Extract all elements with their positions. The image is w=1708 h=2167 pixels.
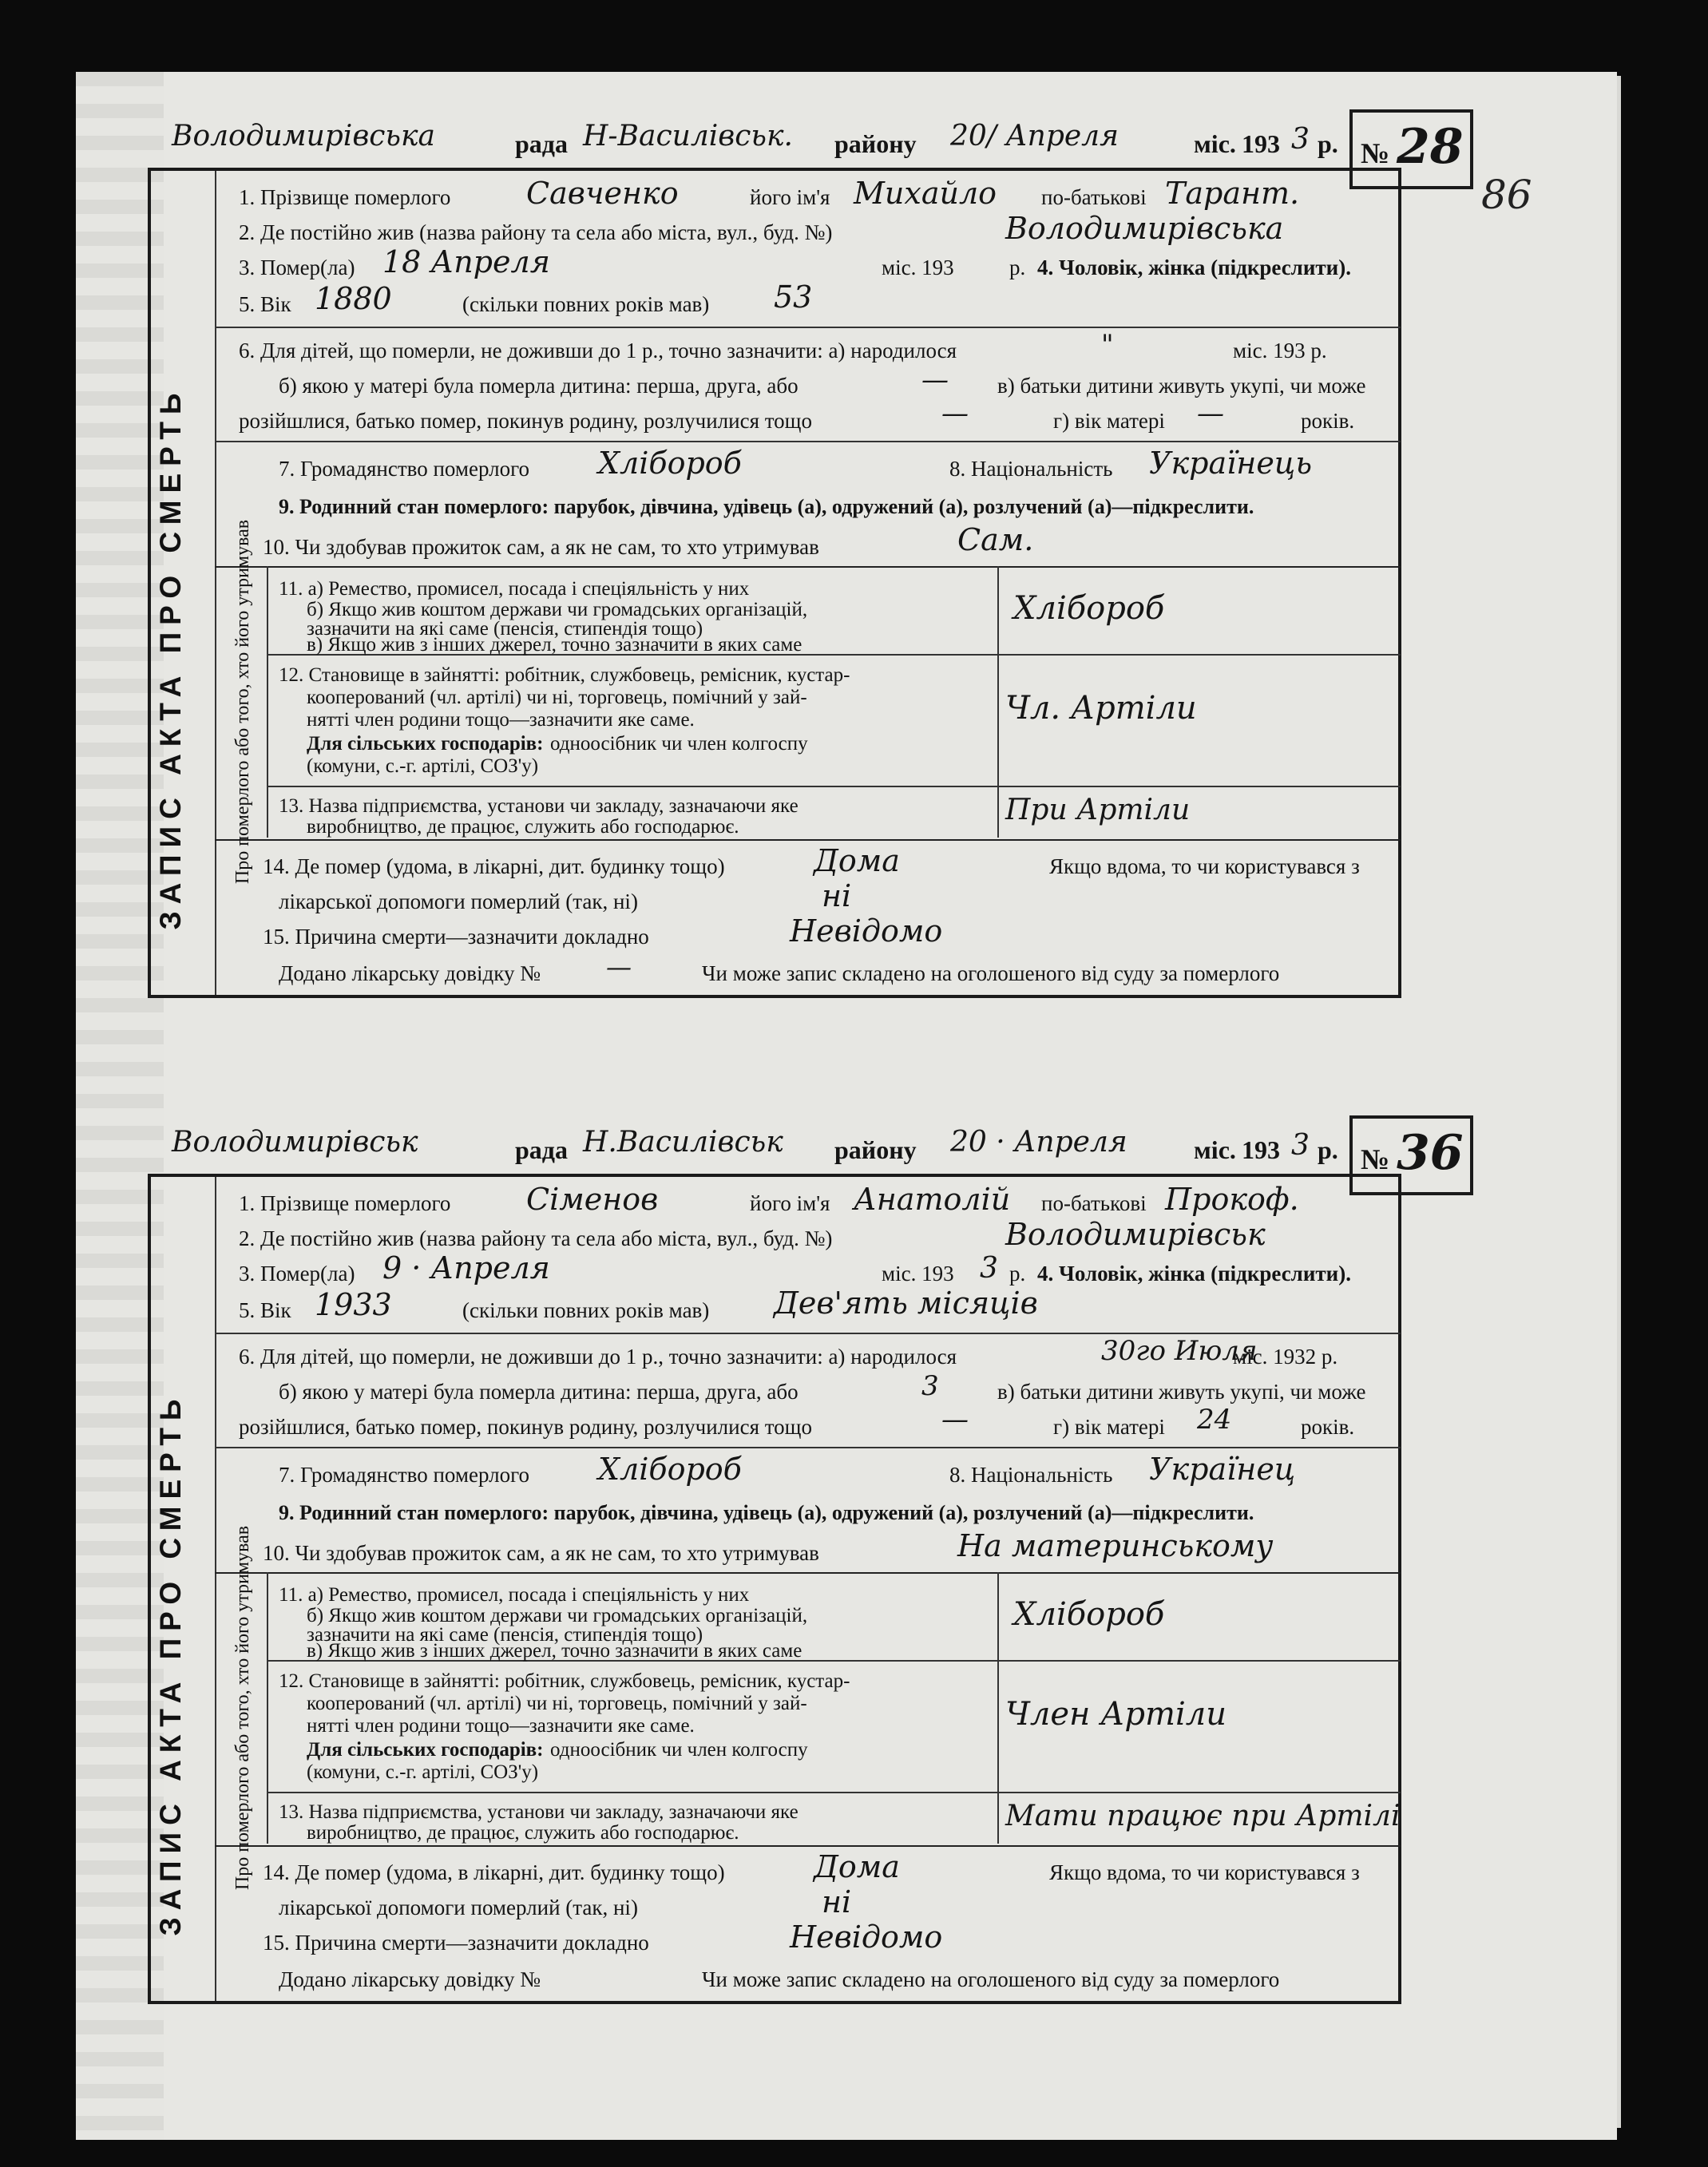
f2-label: 2. Де постійно жив (назва району та села або міста, вул., буд. №)	[239, 220, 833, 244]
f3-year: 3	[980, 1252, 998, 1285]
f13-a: 13. Назва підприємства, установи чи закладу, зазначаючи яке	[279, 795, 799, 817]
f6-line1-end: міс. 193 р.	[1233, 339, 1327, 362]
f12-c: нятті член родини тощо—зазначити яке саме.	[307, 1715, 695, 1737]
rada-label: рада	[515, 129, 568, 158]
f6-line3c: років.	[1301, 409, 1355, 433]
year-suffix: р.	[1318, 1135, 1338, 1164]
record-form	[148, 168, 1401, 998]
f10-support: Сам.	[957, 522, 1034, 557]
record-header	[164, 1126, 1353, 1174]
month-label: міс.	[1194, 129, 1236, 158]
f5-birth-year: 1933	[315, 1287, 392, 1322]
f5-age: 53	[774, 279, 813, 315]
f7-occupation: Хлібороб	[598, 446, 742, 481]
f9-label: 9. Родинний стан померлого: парубок, дівчина, удівець (а), одружений (а), розлучений (а)—підкреслити.	[279, 1501, 1254, 1524]
district-handwritten: Н.Василівськ	[583, 1126, 783, 1159]
f1-patronymic: Прокоф.	[1165, 1182, 1299, 1217]
f8-nationality: Українец	[1149, 1452, 1296, 1487]
inner-rule-right	[997, 1572, 999, 1844]
f1-name-label: його ім'я	[750, 1191, 830, 1215]
year-label: 193	[1242, 1135, 1280, 1164]
year-handwritten: 3	[1291, 1129, 1310, 1162]
divider	[215, 1333, 1401, 1334]
f12-b: кооперований (чл. артілі) чи ні, торговець, помічний у зай-	[307, 687, 807, 708]
f11-c: в) Якщо жив з інших джерел, точно зазначити в яких саме	[307, 1640, 802, 1662]
f11-b: б) Якщо жив коштом держави чи громадських організацій,	[307, 599, 808, 620]
f13-a: 13. Назва підприємства, установи чи закладу, зазначаючи яке	[279, 1801, 799, 1823]
f2-residence: Володимирівська	[1005, 211, 1284, 246]
inner-rule-right	[997, 566, 999, 838]
f3-month: міс. 193	[882, 1262, 954, 1286]
f12-b: кооперований (чл. артілі) чи ні, торговець, помічний у зай-	[307, 1693, 807, 1714]
f11-a: 11. а) Ремество, промисел, посада і спеціяльність у них	[279, 1584, 750, 1606]
f6-line2b: в) батьки дитини живуть укупі, чи може	[997, 374, 1366, 398]
death-record	[148, 100, 1464, 1002]
f1-patronymic-label: по-батькові	[1041, 185, 1147, 209]
f1-patronymic: Тарант.	[1165, 176, 1300, 211]
f15-label: 15. Причина смерти—зазначити докладно	[263, 925, 649, 949]
divider	[215, 327, 1401, 328]
f14-label: 14. Де помер (удома, в лікарні, дит. будинку тощо)	[263, 1860, 725, 1884]
f14b-medical-help: ні	[822, 1884, 852, 1919]
f13-b: виробництво, де працює, служить або господарює.	[307, 816, 739, 838]
f3-year-suffix: р.	[1009, 256, 1026, 279]
f7-label: 7. Громадянство померлого	[279, 457, 530, 481]
f6-line3c: років.	[1301, 1415, 1355, 1439]
f15-cause: Невідомо	[790, 913, 943, 949]
f5-label: 5. Вік	[239, 1298, 291, 1322]
date-handwritten: 20/ Апреля	[950, 120, 1119, 153]
record-number: 28	[1397, 119, 1464, 175]
inner-rule-left	[267, 566, 268, 838]
f12-d: Для сільських господарів:	[307, 733, 544, 755]
f6-line1: 6. Для дітей, що померли, не доживши до 1 р., точно зазначити: а) народилося	[239, 1345, 957, 1369]
f5-hint: (скільки повних років мав)	[462, 1298, 710, 1322]
form-side-title: ЗАПИС АКТА ПРО СМЕРТЬ	[154, 386, 187, 930]
f6-line3a: розійшлися, батько помер, покинув родину, розлучилися тощо	[239, 409, 812, 433]
f1-surname: Савченко	[526, 176, 679, 211]
f13-workplace: При Артіли	[1005, 794, 1191, 826]
f14b-label: лікарської допомоги померлий (так, ні)	[279, 889, 638, 913]
f6-born: "	[1101, 329, 1114, 361]
f6-line2b: в) батьки дитини живуть укупі, чи може	[997, 1380, 1366, 1404]
district-handwritten: Н-Василівськ.	[583, 120, 793, 153]
f13-b: виробництво, де працює, служить або господарює.	[307, 1822, 739, 1844]
f3-month: міс. 193	[882, 256, 954, 279]
f5-hint: (скільки повних років мав)	[462, 292, 710, 316]
f7-label: 7. Громадянство померлого	[279, 1463, 530, 1487]
divider	[267, 786, 1401, 787]
f12-status: Член Артіли	[1005, 1696, 1227, 1733]
record-number: 36	[1397, 1125, 1464, 1181]
date-handwritten: 20 · Апреля	[950, 1126, 1127, 1159]
f6-line3a: розійшлися, батько помер, покинув родину, розлучилися тощо	[239, 1415, 812, 1439]
f14-place: Дома	[814, 1849, 900, 1884]
f5-birth-year: 1880	[315, 281, 392, 316]
f16-label: Додано лікарську довідку №	[279, 961, 541, 985]
f12-a: 12. Становище в зайнятті: робітник, службовець, ремісник, кустар-	[279, 664, 850, 686]
f14-tail: Якщо вдома, то чи користувався з	[1049, 854, 1360, 878]
f4-label: 4. Чоловік, жінка (підкреслити).	[1037, 1262, 1351, 1286]
f14-place: Дома	[814, 843, 900, 878]
f6-line1-end: міс. 1932 р.	[1233, 1345, 1338, 1369]
year-suffix: р.	[1318, 129, 1338, 158]
divider	[267, 1792, 1401, 1793]
f6-parents: —	[941, 1404, 969, 1436]
f10-support: На материнському	[957, 1528, 1274, 1563]
f6-mother-age: —	[1197, 398, 1224, 430]
f7-occupation: Хлібороб	[598, 1452, 742, 1487]
f12-a: 12. Становище в зайнятті: робітник, службовець, ремісник, кустар-	[279, 1670, 850, 1692]
f12-d2: одноосібник чи член колгоспу	[550, 733, 808, 755]
number-prefix: №	[1361, 137, 1390, 169]
f14b-medical-help: ні	[822, 878, 852, 913]
f12-e: (комуни, с.-г. артілі, СОЗ'у)	[307, 1761, 539, 1783]
divider	[215, 441, 1401, 442]
f1-name: Михайло	[854, 176, 997, 211]
f6-line2a: б) якою у матері була померла дитина: перша, друга, або	[279, 1380, 799, 1404]
f5-label: 5. Вік	[239, 292, 291, 316]
f15-label: 15. Причина смерти—зазначити докладно	[263, 1931, 649, 1955]
f10-label: 10. Чи здобував прожиток сам, а як не сам, то хто утримував	[263, 535, 819, 559]
f1-label: 1. Прізвище померлого	[239, 185, 451, 209]
f11-c: в) Якщо жив з інших джерел, точно зазначити в яких саме	[307, 634, 802, 656]
f3-label: 3. Помер(ла)	[239, 1262, 355, 1286]
f14b-label: лікарської допомоги померлий (так, ні)	[279, 1896, 638, 1919]
f11-occupation: Хлібороб	[1013, 590, 1165, 627]
f16-tail: Чи може запис складено на оголошеного від суду за померлого	[702, 1967, 1280, 1991]
f10-label: 10. Чи здобував прожиток сам, а як не сам, то хто утримував	[263, 1541, 819, 1565]
f2-label: 2. Де постійно жив (назва району та села або міста, вул., буд. №)	[239, 1226, 833, 1250]
record-form	[148, 1174, 1401, 2004]
f5-age: Дев'ять місяців	[774, 1286, 1038, 1321]
f13-workplace: Мати працює при Артілі	[1005, 1800, 1401, 1832]
district-label: району	[834, 129, 917, 158]
number-prefix: №	[1361, 1143, 1390, 1175]
f6-parents: —	[941, 398, 969, 430]
f14-label: 14. Де помер (удома, в лікарні, дит. будинку тощо)	[263, 854, 725, 878]
f12-status: Чл. Артіли	[1005, 690, 1197, 727]
f6-mother-age: 24	[1197, 1404, 1232, 1436]
f3-label: 3. Помер(ла)	[239, 256, 355, 279]
f6-born: 30го Июля	[1101, 1335, 1258, 1367]
f2-residence: Володимирівськ	[1005, 1217, 1266, 1252]
record-header	[164, 120, 1353, 168]
f4-label: 4. Чоловік, жінка (підкреслити).	[1037, 256, 1351, 279]
f16-tail: Чи може запис складено на оголошеного від суду за померлого	[702, 961, 1280, 985]
f6-line1: 6. Для дітей, що померли, не доживши до 1 р., точно зазначити: а) народилося	[239, 339, 957, 362]
f3-death-date: 9 · Апреля	[382, 1250, 550, 1286]
f12-d2: одноосібник чи член колгоспу	[550, 1739, 808, 1761]
death-record	[148, 1106, 1464, 2008]
f6-line3b: г) вік матері	[1053, 1415, 1165, 1439]
f12-c: нятті член родини тощо—зазначити яке саме.	[307, 709, 695, 731]
f11-a: 11. а) Ремество, промисел, посада і спеціяльність у них	[279, 578, 750, 600]
f9-label: 9. Родинний стан померлого: парубок, дівчина, удівець (а), одружений (а), розлучений (а)—підкреслити.	[279, 495, 1254, 518]
f12-d: Для сільських господарів:	[307, 1739, 544, 1761]
archive-page-number: 86	[1481, 172, 1532, 218]
f8-label: 8. Національність	[949, 457, 1113, 481]
month-label: міс.	[1194, 1135, 1236, 1164]
f1-label: 1. Прізвище померлого	[239, 1191, 451, 1215]
district-label: району	[834, 1135, 917, 1164]
f1-name: Анатолій	[854, 1182, 1011, 1217]
f11-b: б) Якщо жив коштом держави чи громадських організацій,	[307, 1605, 808, 1626]
f15-cause: Невідомо	[790, 1919, 943, 1955]
f11-occupation: Хлібороб	[1013, 1596, 1165, 1633]
f11-b2: зазначити на які саме (пенсія, стипендія тощо)	[307, 618, 703, 640]
f6-line3b: г) вік матері	[1053, 409, 1165, 433]
f11-b2: зазначити на які саме (пенсія, стипендія тощо)	[307, 1624, 703, 1646]
f8-label: 8. Національність	[949, 1463, 1113, 1487]
selrada-handwritten: Володимирівська	[172, 120, 435, 153]
f3-death-date: 18 Апреля	[382, 244, 550, 279]
year-handwritten: 3	[1291, 123, 1310, 156]
f6-child-order: 3	[921, 1370, 939, 1402]
inner-side-title: Про померлого або того, хто його утримував	[232, 519, 253, 885]
inner-rule-left	[267, 1572, 268, 1844]
f8-nationality: Українець	[1149, 446, 1313, 481]
f1-patronymic-label: по-батькові	[1041, 1191, 1147, 1215]
f1-surname: Сіменов	[526, 1182, 659, 1217]
rada-label: рада	[515, 1135, 568, 1164]
divider	[215, 1447, 1401, 1448]
inner-side-title: Про померлого або того, хто його утримував	[232, 1525, 253, 1891]
selrada-handwritten: Володимирівськ	[172, 1126, 418, 1159]
f6-line2a: б) якою у матері була померла дитина: перша, друга, або	[279, 374, 799, 398]
f14-tail: Якщо вдома, то чи користувався з	[1049, 1860, 1360, 1884]
f16-certificate: —	[606, 952, 632, 982]
form-side-title: ЗАПИС АКТА ПРО СМЕРТЬ	[154, 1392, 187, 1936]
f1-name-label: його ім'я	[750, 185, 830, 209]
f16-label: Додано лікарську довідку №	[279, 1967, 541, 1991]
year-label: 193	[1242, 129, 1280, 158]
f12-e: (комуни, с.-г. артілі, СОЗ'у)	[307, 755, 539, 777]
f6-child-order: —	[921, 364, 949, 396]
f3-year-suffix: р.	[1009, 1262, 1026, 1286]
